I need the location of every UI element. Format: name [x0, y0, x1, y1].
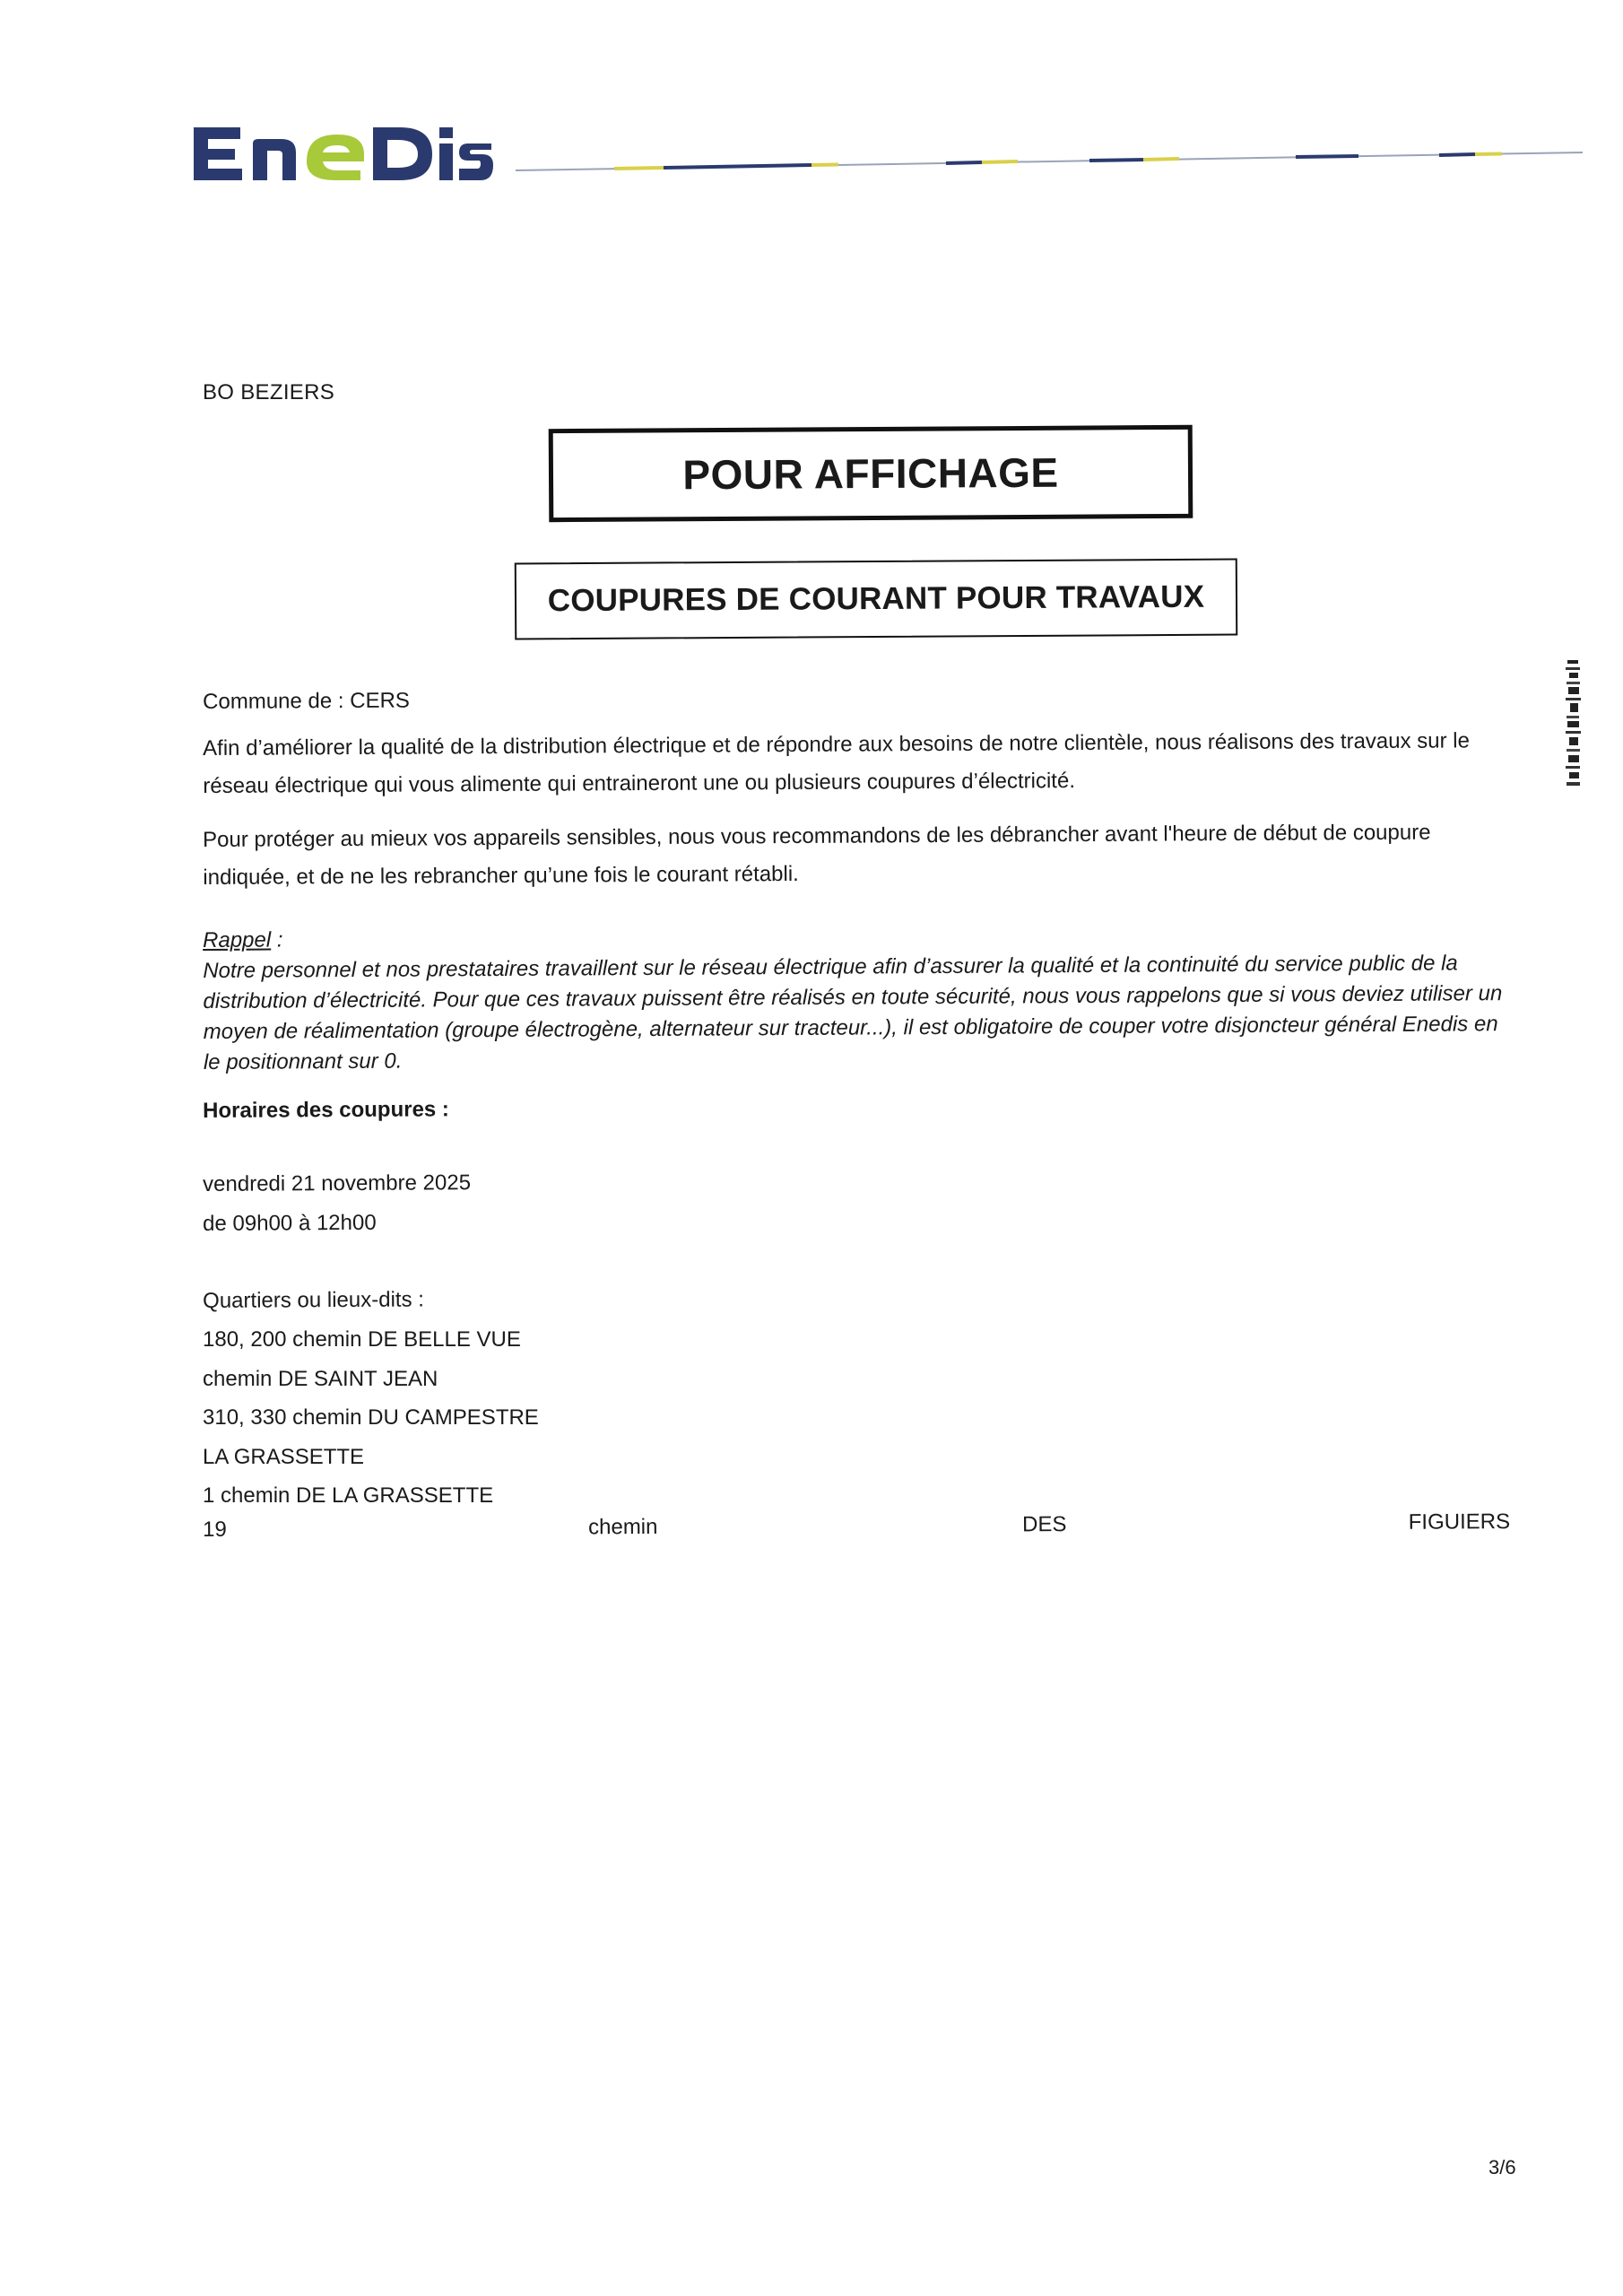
commune-line: Commune de : CERS: [203, 688, 410, 714]
schedule-heading: Horaires des coupures :: [203, 1097, 449, 1123]
outage-date: vendredi 21 novembre 2025: [203, 1170, 472, 1196]
enedis-logo: [188, 115, 493, 187]
location-item-justified: [203, 1509, 1510, 1553]
page-number: 3/6: [1488, 2156, 1516, 2179]
display-notice-title: POUR AFFICHAGE: [682, 448, 1059, 499]
reminder-block: [203, 918, 1513, 1078]
location-item: LA GRASSETTE: [203, 1444, 365, 1469]
location-item: chemin DE SAINT JEAN: [203, 1366, 438, 1391]
outage-title: COUPURES DE COURANT POUR TRAVAUX: [547, 578, 1205, 619]
locations-heading: Quartiers ou lieux-dits :: [203, 1287, 424, 1313]
reminder-label: Rappel: [203, 927, 272, 952]
location-word: DES: [1021, 1512, 1067, 1537]
display-notice-box: [549, 425, 1193, 522]
reminder-colon: :: [271, 927, 283, 952]
reminder-text: Notre personnel et nos prestataires travaillent sur le réseau électrique afin d’assurer la qualité et la continuité du service public de la distribution d’électricité. Pour que ces travaux puissent être réalisés en toute sécurité, nous vous rappelons que si vous deviez utiliser un moyen de réalimentation (groupe électrogène, alternateur sur tracteur...), il est obligatoire de couper votre disjoncteur général Enedis en le positionnant sur 0.: [203, 951, 1503, 1074]
outage-title-box: [515, 559, 1238, 640]
location-word: 19: [203, 1517, 227, 1542]
location-item: 1 chemin DE LA GRASSETTE: [203, 1483, 494, 1508]
location-word: FIGUIERS: [1408, 1509, 1511, 1535]
header-divider: [516, 147, 1583, 174]
outage-time: de 09h00 à 12h00: [203, 1210, 377, 1236]
location-item: 180, 200 chemin DE BELLE VUE: [203, 1327, 521, 1352]
sender-office: BO BEZIERS: [203, 380, 335, 404]
location-item: 310, 330 chemin DU CAMPESTRE: [203, 1405, 539, 1430]
location-word: chemin: [587, 1514, 658, 1540]
locations-list: [203, 1320, 539, 1516]
recommendation-paragraph: Pour protéger au mieux vos appareils sensibles, nous vous recommandons de les débrancher avant l'heure de début de coupure indiquée, et de ne les rebrancher qu’une fois le courant rétabli.: [203, 820, 1431, 890]
scanner-margin-mark: [1566, 660, 1582, 791]
intro-paragraph: Afin d’améliorer la qualité de la distribution électrique et de répondre aux besoins de notre clientèle, nous réalisons des travaux sur le réseau électrique qui vous alimente qui entraineront une ou plusieurs coupures d’électricité.: [203, 728, 1471, 798]
